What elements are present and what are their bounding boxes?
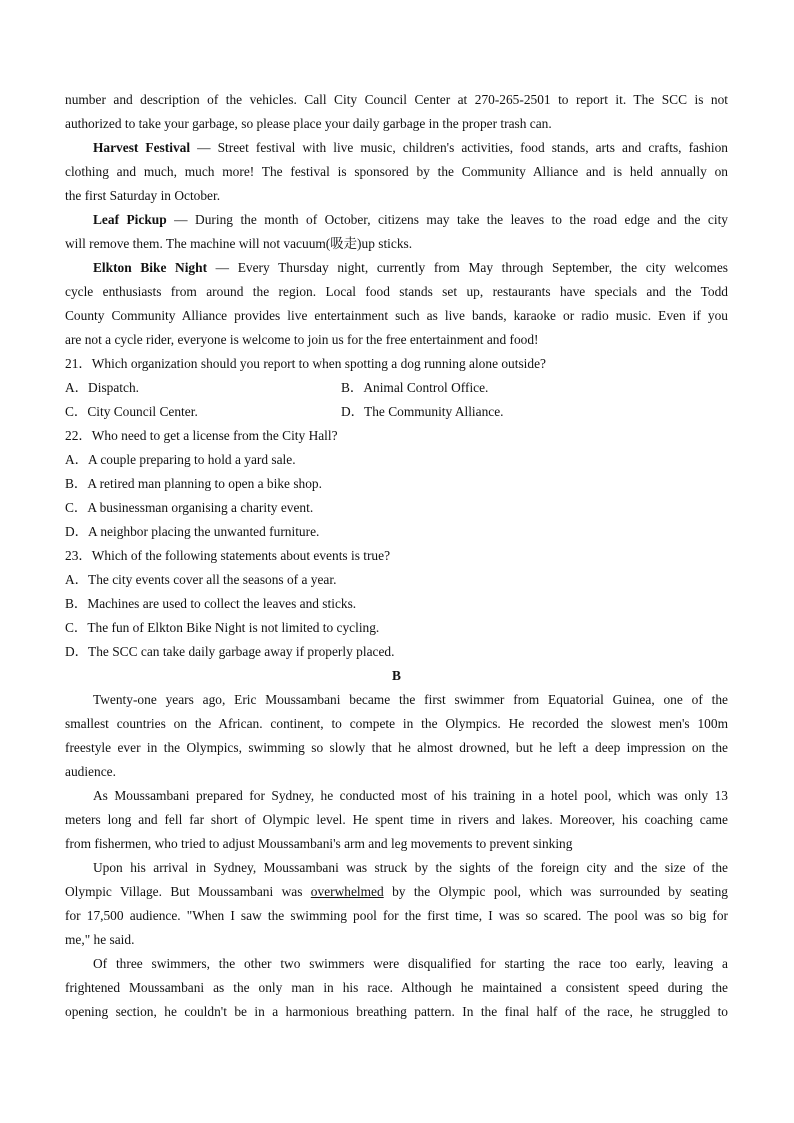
option-c: C．City Council Center. bbox=[65, 404, 198, 419]
text-line-with-underline bbox=[65, 880, 728, 904]
leaf-pickup-paragraph bbox=[65, 208, 728, 232]
bike-night-title: Elkton Bike Night bbox=[93, 260, 208, 275]
leaf-pickup-title: Leaf Pickup bbox=[93, 212, 167, 227]
text-line: will remove them. The machine will not vacuum(吸走)up sticks. bbox=[65, 236, 413, 251]
option-c: C．A businessman organising a charity event. bbox=[65, 500, 314, 515]
text-line: opening section, he couldn't be in a harmonious breathing pattern. In the final half of the race, he struggled to bbox=[65, 1004, 728, 1019]
text-line: frightened Moussambani as the only man in his race. Although he maintained a consistent speed during the bbox=[65, 980, 728, 995]
text-line: authorized to take your garbage, so please place your daily garbage in the proper trash can. bbox=[65, 116, 552, 131]
text-line: me," he said. bbox=[65, 932, 135, 947]
text-line: audience. bbox=[65, 764, 116, 779]
text-span: by the Olympic pool, which was surrounded by seating bbox=[383, 884, 728, 899]
text-line: cycle enthusiasts from around the region. Local food stands set up, restaurants have specials and the Todd bbox=[65, 284, 728, 299]
text-line: from fishermen, who tried to adjust Moussambani's arm and leg movements to prevent sinking bbox=[65, 836, 573, 851]
text-line: County Community Alliance provides live entertainment such as live bands, karaoke or radio music. Even if you bbox=[65, 308, 728, 323]
option-d: D．The SCC can take daily garbage away if properly placed. bbox=[65, 644, 395, 659]
option-b: B．Animal Control Office. bbox=[341, 380, 489, 395]
question-22: 22．Who need to get a license from the City Hall? bbox=[65, 428, 338, 443]
text-span: — Every Thursday night, currently from May through September, the city welcomes bbox=[207, 260, 728, 275]
underlined-word: overwhelmed bbox=[310, 884, 384, 899]
option-d: D．A neighbor placing the unwanted furniture. bbox=[65, 524, 320, 539]
text-line: are not a cycle rider, everyone is welcome to join us for the free entertainment and food! bbox=[65, 332, 539, 347]
document-content bbox=[65, 88, 728, 1024]
text-line: Of three swimmers, the other two swimmers were disqualified for starting the race too early, leaving a bbox=[93, 956, 728, 971]
option-b: B．A retired man planning to open a bike shop. bbox=[65, 476, 322, 491]
text-line: number and description of the vehicles. Call City Council Center at 270-265-2501 to report it. The SCC is not bbox=[65, 92, 728, 107]
option-a: A．The city events cover all the seasons of a year. bbox=[65, 572, 337, 587]
harvest-festival-title: Harvest Festival bbox=[93, 140, 191, 155]
harvest-festival-paragraph bbox=[65, 136, 728, 160]
text-line: Twenty-one years ago, Eric Moussambani became the first swimmer from Equatorial Guinea, one of the bbox=[93, 692, 728, 707]
text-line: clothing and much, much more! The festival is sponsored by the Community Alliance and is held annually on bbox=[65, 164, 728, 179]
text-line: As Moussambani prepared for Sydney, he conducted most of his training in a hotel pool, which was only 13 bbox=[93, 788, 728, 803]
option-b: B．Machines are used to collect the leaves and sticks. bbox=[65, 596, 357, 611]
question-21-options-row-1 bbox=[65, 376, 728, 400]
bike-night-paragraph bbox=[65, 256, 728, 280]
question-21-options-row-2 bbox=[65, 400, 728, 424]
text-span: — During the month of October, citizens may take the leaves to the road edge and the city bbox=[166, 212, 728, 227]
section-b-heading: B bbox=[392, 668, 401, 683]
option-a: A．A couple preparing to hold a yard sale. bbox=[65, 452, 296, 467]
option-a: A．Dispatch. bbox=[65, 380, 140, 395]
text-span: Olympic Village. But Moussambani was bbox=[65, 884, 311, 899]
text-line: meters long and fell far short of Olympic level. He spent time in rivers and lakes. Moreover, his coaching came bbox=[65, 812, 728, 827]
text-line: Upon his arrival in Sydney, Moussambani was struck by the sights of the foreign city and the size of the bbox=[93, 860, 728, 875]
text-line: smallest countries on the African. continent, to compete in the Olympics. He recorded the slowest men's 100m bbox=[65, 716, 728, 731]
text-line: freestyle ever in the Olympics, swimming so slowly that he almost drowned, but he left a deep impression on the bbox=[65, 740, 728, 755]
option-d: D．The Community Alliance. bbox=[341, 404, 504, 419]
question-23: 23．Which of the following statements about events is true? bbox=[65, 548, 391, 563]
question-21: 21．Which organization should you report to when spotting a dog running alone outside? bbox=[65, 356, 546, 371]
text-line: for 17,500 audience. "When I saw the swimming pool for the first time, I was so scared. The pool was so big for bbox=[65, 908, 728, 923]
option-c: C．The fun of Elkton Bike Night is not limited to cycling. bbox=[65, 620, 380, 635]
text-span: — Street festival with live music, children's activities, food stands, arts and crafts, fashion bbox=[190, 140, 728, 155]
text-line: the first Saturday in October. bbox=[65, 188, 221, 203]
